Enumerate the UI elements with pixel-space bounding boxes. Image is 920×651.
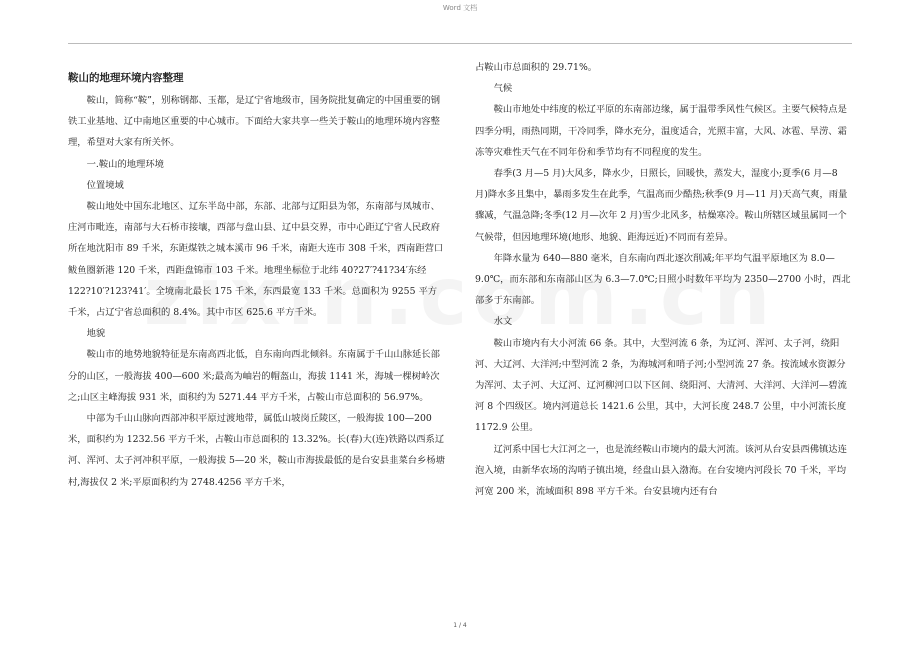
header-divider (68, 43, 852, 44)
section-heading: 一.鞍山的地理环境 (86, 158, 164, 170)
continued-line: 占鞍山市总面积的 29.71%。 (475, 62, 598, 73)
location-paragraph: 鞍山地处中国东北地区、辽东半岛中部，东部、北部与辽阳县为邻，东南部与凤城市、庄河市毗连，南部与大石桥市接壤，西部与盘山县、辽中县交界，市中心距辽宁省人民政府所在地沈阳市 89 千米，东距煤铁之城本溪市 96 千米，南距大连市 308 千米，西南距营口鲅鱼圈新港 120 千米，西距盘锦市 103 千米。地理坐标位于北纬 40?27′?41?34′东经 122?10′?123?41′。全境南北最长 175 千米，东西最宽 133 千米。总面积为 9255 平方千米，占辽宁省总面积的 8.4%。其中市区 625.6 平方千米。 (68, 201, 444, 319)
subheading-location: 位置境域 (86, 179, 124, 191)
climate-paragraph: 鞍山市地处中纬度的松辽平原的东南部边缘，属于温带季风性气候区。主要气候特点是 四季分明，雨热同期，干冷同季，降水充分，温度适合，光照丰富，大风、冰雹、旱涝、霜冻等灾难性天气在不同年份和季节均有不同程度的发生。 (475, 104, 847, 158)
liaohe-paragraph: 辽河系中国七大江河之一，也是流经鞍山市境内的最大河流。该河从台安县西佛镇达连泡入境，由新华农场的沟哨子镇出境，经盘山县入渤海。在台安境内河段长 70 千米，平均河宽 200 米，流域面积 898 平方千米。台安县境内还有台 (475, 443, 847, 498)
subheading-landform: 地貌 (86, 328, 106, 340)
intro-paragraph: 鞍山，简称“鞍”，别称钢都、玉都，是辽宁省地级市，国务院批复确定的中国重要的钢铁工业基地、辽中南地区重要的中心城市。下面给大家共享一些关于鞍山的地理环境内容整理，希望对大家有所关怀。 (68, 95, 441, 149)
subheading-climate: 气候 (493, 83, 513, 95)
document-title: 鞍山的地理环境内容整理 (68, 72, 184, 84)
subheading-hydrology: 水文 (493, 316, 513, 328)
seasons-paragraph: 春季(3 月—5 月)大风多，降水少，日照长，回暖快，蒸发大，湿度小;夏季(6 月—8 月)降水多且集中，暴雨多发生在此季，气温高而少酷热;秋季(9 月—11 月)天高气爽，雨量骤减，气温急降;冬季(12 月—次年 2 月)雪少北风多，枯燥寒冷。鞍山所辖区域虽属同一个气候带，但因地理环境(地形、地貌、距海远近)不同而有差异。 (475, 168, 848, 243)
landform-paragraph: 鞍山市的地势地貌特征是东南高西北低，自东南向西北倾斜。东南属于千山山脉延长部分的山区，一般海拔 400—600 米;最高为岫岩的帽盔山，海拔 1141 米，海城一棵树岭次之;山区主峰海拔 931 米，面积约为 5271.44 平方千米，占鞍山市总面积的 56.97%。 (68, 349, 440, 403)
precipitation-paragraph: 年降水量为 640—880 毫米，自东南向西北逐次削减;年平均气温平原地区为 8.0—9.0℃，而东部和东南部山区为 6.3—7.0℃;日照小时数年平均为 2350—2700 小时，西北部多于东南部。 (475, 252, 851, 307)
page-number: 1 / 4 (453, 622, 467, 629)
rivers-paragraph: 鞍山市境内有大小河流 66 条。其中，大型河流 6 条，为辽河、浑河、太子河，绕阳河、大辽河、大洋河;中型河流 2 条，为海城河和哨子河;小型河流 27 条。按流域水资源分为浑河、太子河、大辽河、辽河柳河口以下区间、绕阳河、大清河、大洋河、大洋河—碧流河 8 个四级区。境内河道总长 1421.6 公里，其中，大河长度 248.7 公里，中小河流长度 1172.9 公里。 (475, 337, 847, 434)
left-column (68, 66, 445, 493)
document-header-label: Word 文档 (442, 4, 478, 12)
right-column (475, 57, 852, 502)
landform-paragraph-2: 中部为千山山脉向西部冲积平原过渡地带，属低山坡岗丘陵区，一般海拔 100—200 米，面积约为 1232.56 平方千米，占鞍山市总面积的 13.32%。长(春)大(连)铁路以西系辽河、浑河、太子河冲积平原，一般海拔 5—20 米，鞍山市海拔最低的是台安县韭菜台乡杨塘村,海拔仅 2 米;平原面积约为 2748.4256 平方千米， (68, 413, 445, 488)
